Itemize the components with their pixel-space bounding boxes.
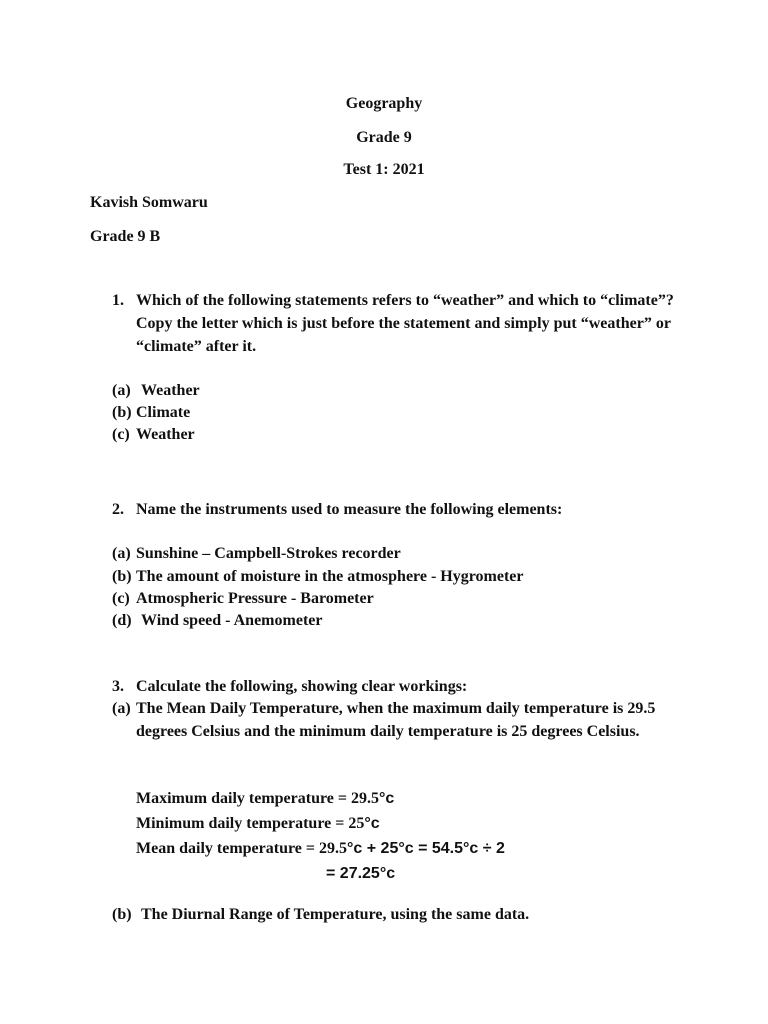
working-result: = 27.25°c: [326, 865, 396, 882]
answer-text: Wind speed - Anemometer: [141, 612, 323, 629]
answer-letter: (a): [112, 382, 131, 399]
part-b-text: The Diurnal Range of Temperature, using the same data.: [141, 906, 530, 923]
student-class: Grade 9 B: [90, 228, 161, 245]
student-name: Kavish Somwaru: [90, 194, 208, 211]
working-mean-temp: Mean daily temperature = 29.5°c + 25°c = 54.5°c ÷ 2: [136, 840, 505, 857]
part-letter: (a): [112, 700, 131, 717]
answer-letter: (c): [112, 426, 130, 443]
question-text: Which of the following statements refers to “weather” and which to “climate”? Copy the letter which is just before the statement and simply put “weather” or “climate” after it.: [136, 292, 674, 355]
question-number: 2.: [112, 501, 124, 518]
question-text: Name the instruments used to measure the following elements:: [136, 501, 563, 518]
part-a-text: The Mean Daily Temperature, when the maximum daily temperature is 29.5 degrees Celsius and the minimum daily temperature is 25 degrees Celsius.: [136, 700, 656, 740]
working-min-temp: Minimum daily temperature = 25°c: [136, 815, 380, 832]
document-grade: Grade 9: [356, 129, 412, 146]
answer-letter: (a): [112, 545, 131, 562]
answer-letter: (d): [112, 612, 132, 629]
answer-text: The amount of moisture in the atmosphere - Hygrometer: [136, 568, 524, 585]
question-number: 1.: [112, 292, 124, 309]
working-max-temp: Maximum daily temperature = 29.5°c: [136, 790, 395, 807]
answer-letter: (b): [112, 568, 132, 585]
part-letter: (b): [112, 906, 132, 923]
answer-text: Weather: [141, 382, 200, 399]
question-number: 3.: [112, 678, 124, 695]
answer-letter: (c): [112, 590, 130, 607]
answer-text: Weather: [136, 426, 195, 443]
document-test-title: Test 1: 2021: [343, 161, 425, 178]
question-text: Calculate the following, showing clear workings:: [136, 678, 468, 695]
answer-text: Climate: [136, 404, 191, 421]
answer-letter: (b): [112, 404, 132, 421]
answer-text: Atmospheric Pressure - Barometer: [136, 590, 374, 607]
answer-text: Sunshine – Campbell-Strokes recorder: [136, 545, 401, 562]
document-subject: Geography: [345, 95, 423, 112]
